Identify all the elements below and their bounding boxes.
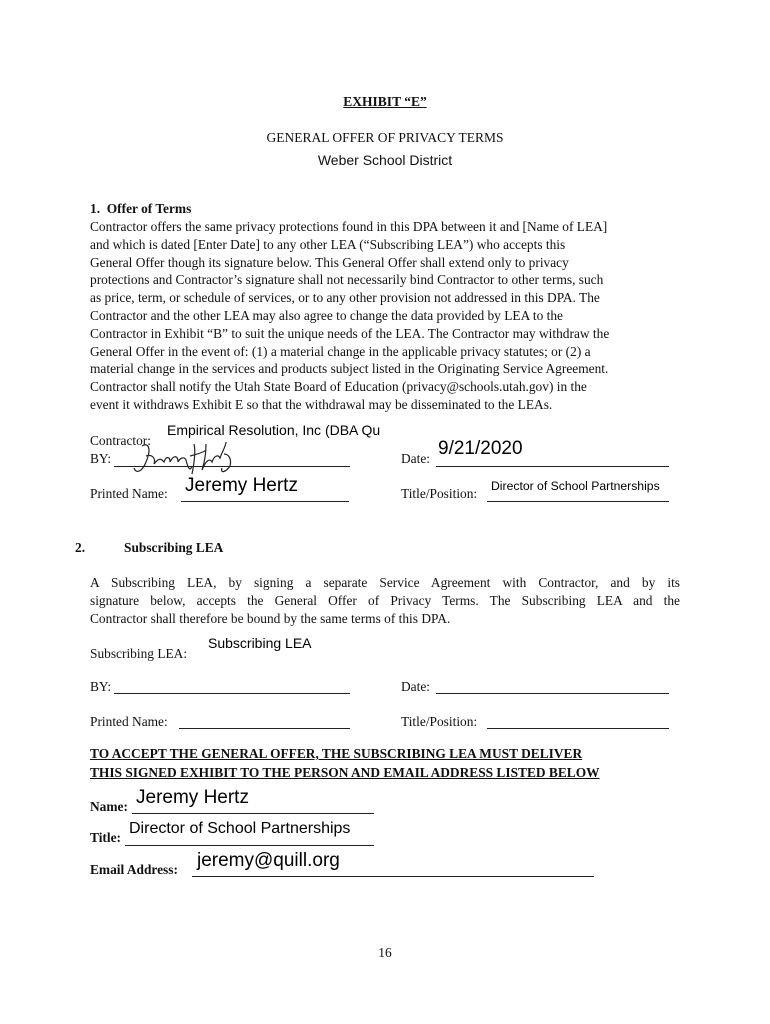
section-1-heading: 1. Offer of Terms (90, 201, 192, 216)
subscriber-title-label: Title/Position: (401, 714, 478, 729)
date-field[interactable]: 9/21/2020 (438, 438, 523, 459)
exhibit-title: EXHIBIT “E” (343, 94, 427, 109)
title-position-label: Title/Position: (401, 486, 478, 501)
subscriber-by-label: BY: (90, 679, 112, 694)
subscriber-date-line[interactable] (436, 693, 669, 694)
subscribing-lea-label: Subscribing LEA: (90, 646, 188, 661)
subscribing-lea-field[interactable]: Subscribing LEA (208, 635, 312, 651)
body-line: Contractor shall notify the Utah State Board of Education (privacy@schools.utah.gov) in the (90, 379, 587, 395)
body-line: protections and Contractor’s signature shall not necessarily bind Contractor to other terms, such (90, 272, 604, 288)
section-2-heading: Subscribing LEA (124, 540, 224, 555)
delivery-title-label: Title: (90, 830, 121, 845)
delivery-email-line (192, 876, 594, 877)
printed-name-field[interactable]: Jeremy Hertz (185, 475, 298, 496)
title-position-line (487, 501, 669, 502)
by-label: BY: (90, 451, 112, 466)
body-line: event it withdraws Exhibit E so that the withdrawal may be disseminated to the LEAs. (90, 396, 553, 412)
subscriber-printed-name-label: Printed Name: (90, 714, 168, 729)
body-line: and which is dated [Enter Date] to any other LEA (“Subscribing LEA”) who accepts this (90, 236, 566, 252)
body-line: Contractor shall therefore be bound by the same terms of this DPA. (90, 610, 451, 626)
title-position-field[interactable]: Director of School Partnerships (491, 479, 660, 493)
body-line: as price, term, or schedule of services, or to any other provision not addressed in this DPA. The (90, 290, 600, 306)
body-line: Contractor and the other LEA may also agree to change the data provided by LEA to the (90, 307, 563, 323)
section-2-body (90, 574, 680, 627)
delivery-name-line (132, 813, 374, 814)
document-subtitle: GENERAL OFFER OF PRIVACY TERMS (266, 130, 504, 145)
delivery-email-field[interactable]: jeremy@quill.org (197, 850, 340, 871)
contractor-field[interactable]: Empirical Resolution, Inc (DBA Qu (167, 422, 381, 438)
body-line: General Offer in the event of: (1) a material change in the applicable privacy statutes; or (2) a (90, 343, 591, 359)
subscriber-title-line[interactable] (487, 728, 669, 729)
district-name: Weber School District (317, 152, 453, 168)
body-line: Contractor offers the same privacy protections found in this DPA between it and [Name of LEA] (90, 219, 608, 234)
handwritten-signature[interactable] (132, 438, 236, 480)
subscriber-printed-name-line[interactable] (179, 728, 350, 729)
delivery-name-label: Name: (90, 799, 128, 814)
delivery-email-label: Email Address: (90, 862, 178, 877)
delivery-name-field[interactable]: Jeremy Hertz (136, 787, 249, 808)
printed-name-line (181, 501, 349, 502)
accept-notice-line: THIS SIGNED EXHIBIT TO THE PERSON AND EMAIL ADDRESS LISTED BELOW (90, 765, 600, 780)
page-number: 16 (378, 945, 392, 960)
body-line: material change in the services and products subject listed in the Originating Service Agreement. (90, 361, 609, 377)
date-line (436, 466, 669, 467)
body-line: General Offer though its signature below. This General Offer shall extend only to privacy (90, 254, 569, 270)
body-line: signature below, accepts the General Offer of Privacy Terms. The Subscribing LEA and the (90, 592, 680, 608)
section-1-body (90, 218, 680, 414)
contractor-label: Contractor: (90, 433, 151, 448)
subscriber-date-label: Date: (401, 679, 430, 694)
accept-notice-line: TO ACCEPT THE GENERAL OFFER, THE SUBSCRIBING LEA MUST DELIVER (90, 746, 583, 761)
subscriber-signature-line[interactable] (114, 693, 350, 694)
body-line: A Subscribing LEA, by signing a separate Service Agreement with Contractor, and by its (90, 575, 680, 590)
delivery-title-line (125, 845, 374, 846)
section-2-number: 2. (75, 540, 86, 555)
date-label: Date: (401, 451, 430, 466)
printed-name-label: Printed Name: (90, 486, 168, 501)
delivery-title-field[interactable]: Director of School Partnerships (129, 820, 351, 837)
body-line: Contractor in Exhibit “B” to suit the unique needs of the LEA. The Contractor may withdraw the (90, 325, 610, 341)
